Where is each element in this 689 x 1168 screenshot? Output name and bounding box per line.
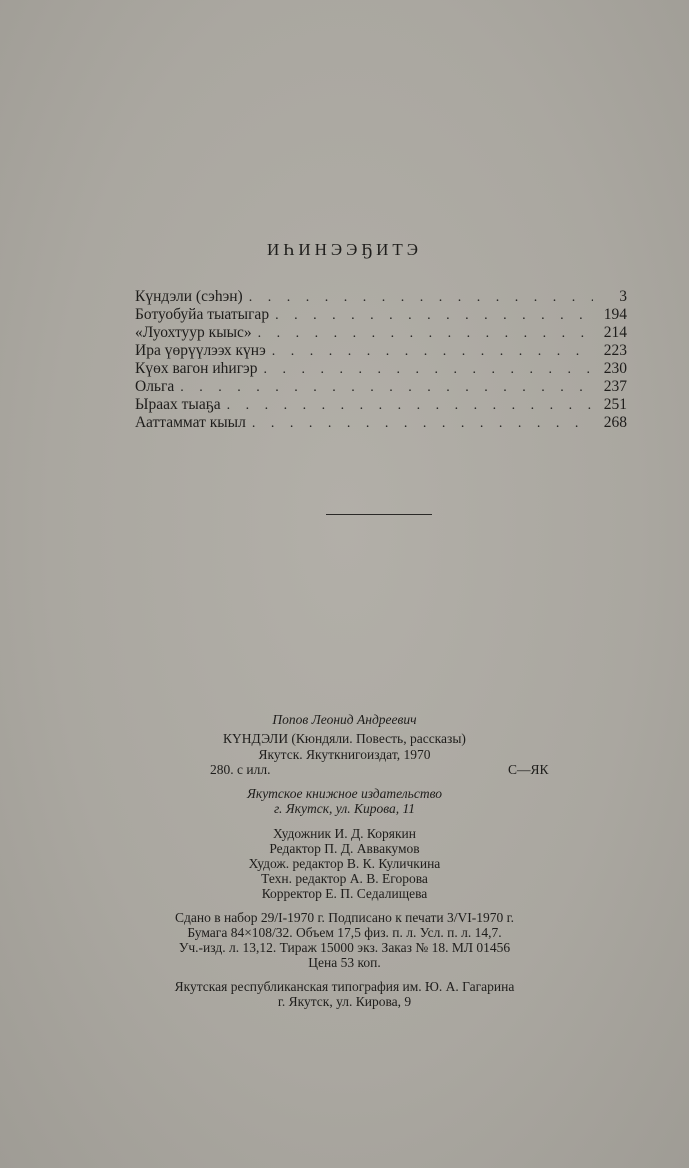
toc-leader-dots (180, 379, 593, 397)
toc-entry-title: Ботуобуйа тыатыгар (135, 306, 270, 323)
toc-entry-page: 237 (603, 378, 627, 395)
toc-entry (135, 288, 627, 306)
toc-entry-page: 223 (603, 342, 627, 359)
staff-proofreader: Корректор Е. П. Седалищева (261, 886, 428, 901)
toc-entry (135, 324, 627, 342)
toc-entry-title: «Луохтуур кыыс» (135, 324, 252, 341)
toc-entry-title: Ааттаммат кыыл (135, 414, 246, 431)
staff-artist: Художник И. Д. Корякин (273, 826, 416, 841)
toc-entry-page: 194 (603, 306, 627, 323)
toc-entry (135, 378, 627, 396)
toc-entry (135, 306, 627, 324)
toc-entry-page: 230 (603, 360, 627, 377)
imprint-code: С—ЯК (508, 762, 549, 777)
section-divider (326, 514, 432, 515)
publisher-address: г. Якутск, ул. Кирова, 11 (273, 801, 416, 816)
toc-entry-page: 3 (619, 288, 627, 305)
toc-entry-page: 251 (603, 396, 627, 413)
toc-entry (135, 360, 627, 378)
toc-leader-dots (272, 343, 593, 361)
toc-leader-dots (258, 325, 593, 343)
toc-leader-dots (249, 289, 593, 307)
table-of-contents (135, 288, 627, 432)
staff-tech-editor: Техн. редактор А. В. Егорова (261, 871, 428, 886)
staff-art-editor: Худож. редактор В. К. Куличкина (248, 856, 441, 871)
tech-price: Цена 53 коп. (308, 955, 381, 970)
publisher-name: Якутское книжное издательство (247, 786, 442, 801)
toc-entry (135, 396, 627, 414)
toc-entry (135, 342, 627, 360)
toc-entry-page: 268 (603, 414, 627, 431)
imprint-author: Попов Леонид Андреевич (272, 712, 417, 727)
toc-leader-dots (227, 397, 593, 415)
toc-entry-title: Ольга (135, 378, 175, 395)
tech-line-1: Сдано в набор 29/I-1970 г. Подписано к печати 3/VI-1970 г. (175, 910, 514, 925)
toc-heading: ИҺИНЭЭҔИТЭ (267, 240, 422, 259)
imprint-book-title: КҮНДЭЛИ (Кюндяли. Повесть, рассказы) (223, 731, 466, 746)
tech-line-2: Бумага 84×108/32. Объем 17,5 физ. п. л. Усл. п. л. 14,7. (187, 925, 502, 940)
toc-leader-dots (252, 415, 593, 433)
imprint-place-year: Якутск. Якуткнигоиздат, 1970 (258, 747, 431, 762)
toc-entry (135, 414, 627, 432)
staff-editor: Редактор П. Д. Аввакумов (269, 841, 420, 856)
toc-leader-dots (275, 307, 593, 325)
toc-entry-page: 214 (603, 324, 627, 341)
printer-address: г. Якутск, ул. Кирова, 9 (277, 994, 412, 1009)
toc-entry-title: Күндэли (сэһэн) (135, 288, 243, 305)
toc-entry-title: Ыраах тыаҕа (135, 396, 221, 413)
printer-name: Якутская республиканская типография им. Ю. А. Гагарина (174, 979, 515, 994)
tech-line-3: Уч.-изд. л. 13,12. Тираж 15000 экз. Заказ № 18. МЛ 01456 (178, 940, 511, 955)
toc-entry-title: Күөх вагон иһигэр (135, 360, 258, 377)
imprint-pages: 280. с илл. (210, 762, 271, 777)
toc-entry-title: Ира үөрүүлээх күнэ (135, 342, 266, 359)
toc-leader-dots (263, 361, 593, 379)
